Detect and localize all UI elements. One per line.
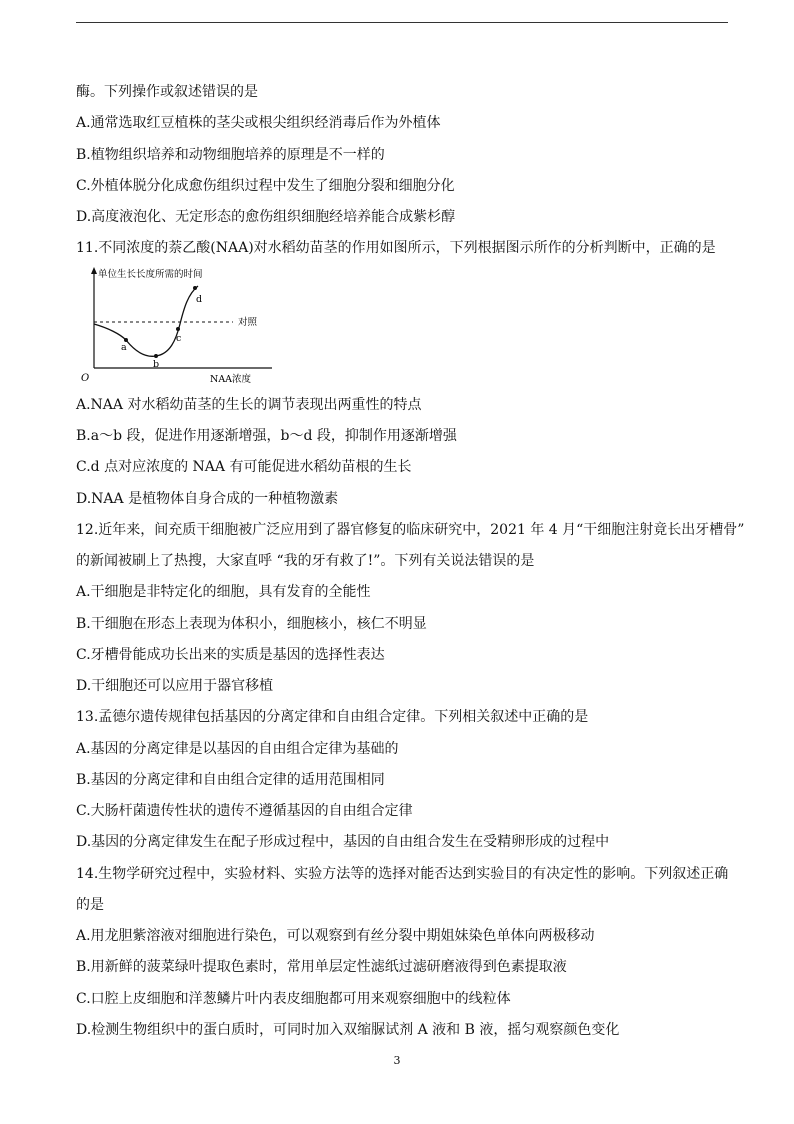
point-b (154, 354, 158, 358)
option-line: B.基因的分离定律和自由组合定律的适用范围相同 (76, 772, 385, 788)
option-line: D.干细胞还可以应用于器官移植 (76, 678, 274, 694)
x-axis-label: NAA浓度 (210, 374, 252, 385)
option-line: D.检测生物组织中的蛋白质时，可同时加入双缩脲试剂 A 液和 B 液，摇匀观察颜色变化 (76, 1022, 620, 1038)
option-line: C.外植体脱分化成愈伤组织过程中发生了细胞分裂和细胞分化 (76, 178, 455, 194)
naa-growth-figure (78, 266, 278, 388)
option-line: C.口腔上皮细胞和洋葱鳞片叶内表皮细胞都可用来观察细胞中的线粒体 (76, 991, 511, 1007)
page-number: 3 (393, 1054, 401, 1067)
option-line: C.牙槽骨能成功长出来的实质是基因的选择性表达 (76, 647, 385, 663)
option-line: D.基因的分离定律发生在配子形成过程中，基因的自由组合发生在受精卵形成的过程中 (76, 834, 610, 850)
option-line: A.NAA 对水稻幼苗茎的生长的调节表现出两重性的特点 (76, 397, 422, 413)
option-line: A.干细胞是非特定化的细胞，具有发育的全能性 (76, 584, 371, 600)
label-d: d (196, 294, 203, 305)
option-line: B.a～b 段，促进作用逐渐增强，b～d 段，抑制作用逐渐增强 (76, 428, 457, 444)
control-label: 对照 (238, 317, 258, 328)
option-line: C.d 点对应浓度的 NAA 有可能促进水稻幼苗根的生长 (76, 459, 412, 475)
option-line: D.NAA 是植物体自身合成的一种植物激素 (76, 491, 339, 507)
question-stem: 13.孟德尔遗传规律包括基因的分离定律和自由组合定律。下列相关叙述中正确的是 (76, 709, 589, 725)
option-line: B.植物组织培养和动物细胞培养的原理是不一样的 (76, 147, 385, 163)
header-rule (76, 22, 728, 23)
text-line: 的是 (76, 897, 104, 913)
label-c: c (176, 333, 182, 344)
option-line: C.大肠杆菌遗传性状的遗传不遵循基因的自由组合定律 (76, 803, 413, 819)
option-line: D.高度液泡化、无定形态的愈伤组织细胞经培养能合成紫杉醇 (76, 209, 456, 225)
text-line: 的新闻被刷上了热搜，大家直呼 “我的牙有救了!”。下列有关说法错误的是 (76, 553, 535, 569)
option-line: B.用新鲜的菠菜绿叶提取色素时，常用单层定性滤纸过滤研磨液得到色素提取液 (76, 959, 567, 975)
response-curve (94, 286, 198, 356)
option-line: A.基因的分离定律是以基因的自由组合定律为基础的 (76, 741, 399, 757)
question-stem: 11.不同浓度的萘乙酸(NAA)对水稻幼苗茎的作用如图所示，下列根据图示所作的分析判断中，正确的是 (76, 240, 716, 256)
question-stem: 14.生物学研究过程中，实验材料、实验方法等的选择对能否达到实验目的有决定性的影响。下列叙述正确 (76, 866, 729, 882)
label-b: b (153, 359, 160, 370)
y-axis-label: 单位生长长度所需的时间 (98, 269, 203, 280)
text-line: 酶。下列操作或叙述错误的是 (76, 84, 258, 100)
origin-label: O (81, 373, 90, 384)
point-d (193, 286, 197, 290)
option-line: A.用龙胆紫溶液对细胞进行染色，可以观察到有丝分裂中期姐妹染色单体向两极移动 (76, 928, 595, 944)
label-a: a (121, 342, 127, 353)
y-axis-arrow (91, 267, 97, 274)
point-c (176, 327, 180, 331)
option-line: A.通常选取红豆植株的茎尖或根尖组织经消毒后作为外植体 (76, 115, 441, 131)
question-stem: 12.近年来，间充质干细胞被广泛应用到了器官修复的临床研究中，2021 年 4 月“干细胞注射竟长出牙槽骨” (76, 522, 745, 538)
option-line: B.干细胞在形态上表现为体积小，细胞核小，核仁不明显 (76, 616, 427, 632)
